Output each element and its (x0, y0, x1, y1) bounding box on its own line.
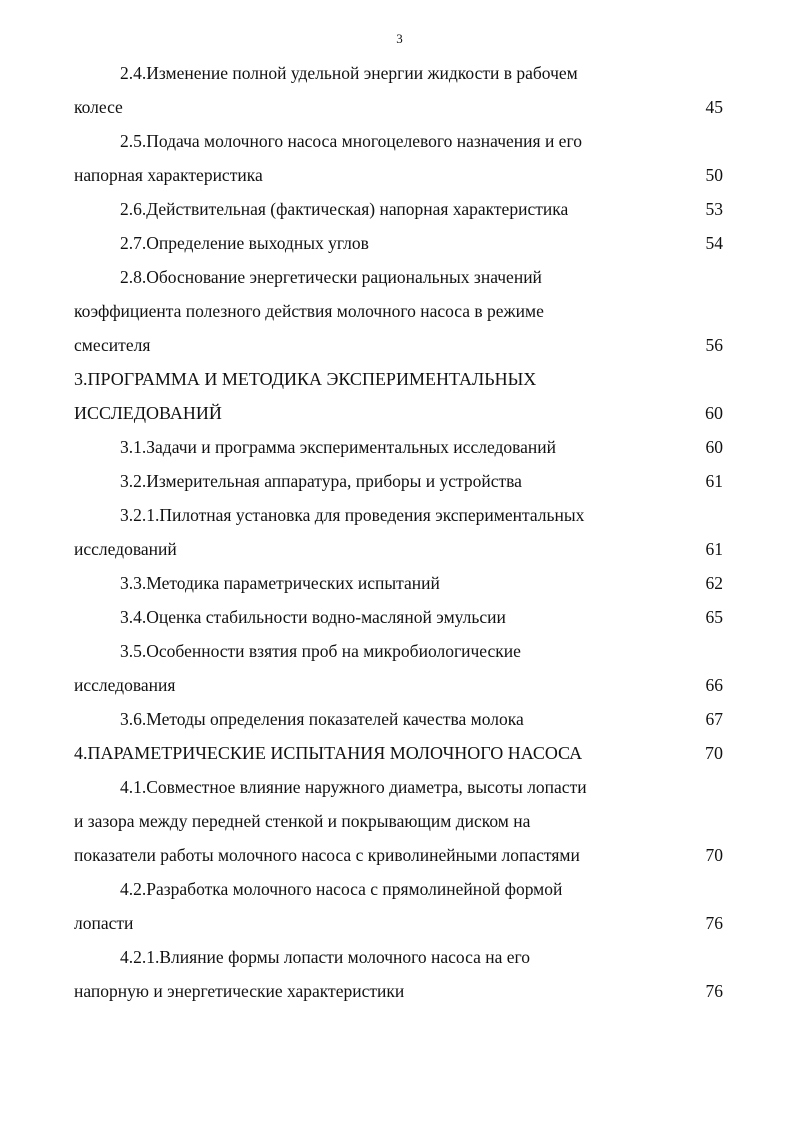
toc-entry-text: 4.ПАРАМЕТРИЧЕСКИЕ ИСПЫТАНИЯ МОЛОЧНОГО НАСОСА (74, 743, 583, 763)
toc-page-number: 70 (705, 743, 723, 763)
toc-page-number: 61 (705, 539, 723, 559)
toc-entry-text: напорная характеристика (74, 165, 263, 185)
toc-entry-text: показатели работы молочного насоса с криволинейными лопастями (74, 845, 580, 865)
toc-entry-text: исследования (74, 675, 176, 695)
toc-entry-text: 2.5.Подача молочного насоса многоцелевого назначения и его (120, 131, 582, 151)
toc-entry-line (0, 774, 799, 800)
toc-entry-text: 3.ПРОГРАММА И МЕТОДИКА ЭКСПЕРИМЕНТАЛЬНЫХ (74, 369, 537, 389)
toc-entry-line (0, 808, 799, 834)
toc-entry-text: 4.2.Разработка молочного насоса с прямолинейной формой (120, 879, 563, 899)
toc-entry-line (0, 706, 799, 732)
toc-entry-line (0, 876, 799, 902)
toc-page-number: 76 (705, 981, 723, 1001)
toc-entry-line (0, 434, 799, 460)
toc-page-number: 62 (705, 573, 723, 593)
toc-page-number: 60 (705, 437, 723, 457)
toc-entry-line (0, 264, 799, 290)
toc-entry-text: коэффициента полезного действия молочного насоса в режиме (74, 301, 544, 321)
toc-page-number: 65 (705, 607, 723, 627)
toc-page-number: 50 (705, 165, 723, 185)
toc-entry-text: 3.1.Задачи и программа экспериментальных исследований (120, 437, 557, 457)
toc-chapter-line (0, 366, 799, 392)
toc-entry-text: 3.3.Методика параметрических испытаний (120, 573, 440, 593)
toc-entry-line (0, 230, 799, 256)
toc-entry-line (0, 94, 799, 120)
toc-entry-line (0, 196, 799, 222)
toc-entry-text: 2.6.Действительная (фактическая) напорная характеристика (120, 199, 569, 219)
toc-entry-line (0, 978, 799, 1004)
toc-entry-text: 3.6.Методы определения показателей качества молока (120, 709, 524, 729)
toc-entry-line (0, 638, 799, 664)
toc-entry-line (0, 468, 799, 494)
toc-page-number: 70 (705, 845, 723, 865)
toc-entry-line (0, 60, 799, 86)
toc-entry-line (0, 536, 799, 562)
toc-entry-text: 3.4.Оценка стабильности водно-масляной эмульсии (120, 607, 506, 627)
toc-entry-text: смесителя (74, 335, 151, 355)
toc-entry-text: напорную и энергетические характеристики (74, 981, 405, 1001)
toc-entry-line (0, 604, 799, 630)
toc-page-number: 76 (705, 913, 723, 933)
toc-entry-line (0, 944, 799, 970)
toc-page-number: 60 (705, 403, 723, 423)
toc-entry-line (0, 332, 799, 358)
toc-entry-line (0, 842, 799, 868)
toc-entry-line (0, 502, 799, 528)
toc-entry-text: и зазора между передней стенкой и покрывающим диском на (74, 811, 531, 831)
page-number: 3 (396, 31, 403, 46)
toc-entry-text: 4.2.1.Влияние формы лопасти молочного насоса на его (120, 947, 531, 967)
toc-entry-text: 3.2.Измерительная аппаратура, приборы и устройства (120, 471, 522, 491)
toc-entry-line (0, 672, 799, 698)
toc-page-number: 53 (705, 199, 723, 219)
toc-page-number: 61 (705, 471, 723, 491)
toc-entry-text: 3.2.1.Пилотная установка для проведения экспериментальных (120, 505, 585, 525)
toc-page-number: 56 (705, 335, 723, 355)
toc-entry-line (0, 570, 799, 596)
toc-entry-text: 2.4.Изменение полной удельной энергии жидкости в рабочем (120, 63, 578, 83)
toc-entry-line (0, 298, 799, 324)
toc-entry-text: исследований (74, 539, 177, 559)
toc-page-number: 54 (705, 233, 723, 253)
toc-entry-text: 3.5.Особенности взятия проб на микробиологические (120, 641, 521, 661)
toc-entry-line (0, 910, 799, 936)
toc-entry-text: 4.1.Совместное влияние наружного диаметра, высоты лопасти (120, 777, 587, 797)
toc-page-number: 45 (705, 97, 723, 117)
toc-entry-text: ИССЛЕДОВАНИЙ (74, 403, 222, 423)
toc-chapter-line (0, 400, 799, 426)
toc-page-number: 67 (705, 709, 723, 729)
toc-chapter-line (0, 740, 799, 766)
toc-entry-text: лопасти (74, 913, 134, 933)
toc-page-number: 66 (705, 675, 723, 695)
toc-entry-text: колесе (74, 97, 123, 117)
toc-entry-text: 2.7.Определение выходных углов (120, 233, 369, 253)
toc-entry-text: 2.8.Обоснование энергетически рациональных значений (120, 267, 542, 287)
toc-entry-line (0, 128, 799, 154)
toc-entry-line (0, 162, 799, 188)
